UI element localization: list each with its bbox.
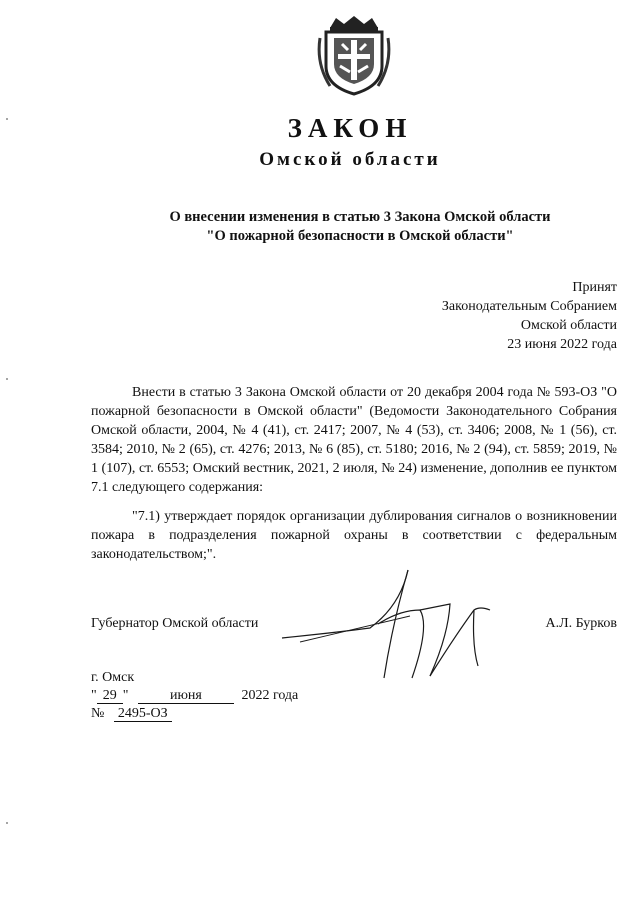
accepted-line3: Омской области	[520, 318, 617, 333]
scan-speck	[6, 822, 8, 824]
handwritten-signature	[280, 566, 520, 686]
date-day: 29	[97, 688, 123, 704]
law-number	[91, 704, 172, 723]
accepted-line1: Принят	[572, 280, 617, 295]
date-year: 2022 года	[241, 688, 299, 703]
accepted-line4: 23 июня 2022 года	[507, 337, 617, 352]
body-paragraph-2	[91, 507, 617, 564]
signing-place: г. Омск	[91, 670, 135, 685]
law-number-prefix: №	[91, 706, 105, 721]
signatory-title: Губернатор Омской области	[91, 616, 259, 631]
signing-date	[91, 686, 298, 705]
accepted-line2: Законодательным Собранием	[441, 299, 617, 314]
date-open-quote: "	[91, 688, 97, 703]
signatory-name: А.Л. Бурков	[545, 616, 617, 631]
paragraph-1-text: Внести в статью 3 Закона Омской области от 20 декабря 2004 года № 593-ОЗ "О пожарной безопасности в Омской области" (Ведомости Законодательного Собрания Омской области, 2004, № 4 (41), ст. 2417; 2007, № 4 (53), ст. 3406; 2008, № 1 (56), ст. 3584; 2010, № 2 (65), ст. 4276; 2013, № 6 (85), ст. 5180; 2016, № 2 (94), ст. 5859; 2019, № 1 (107), ст. 6553; Омский вестник, 2021, 2 июля, № 24) изменение, дополнив ее пунктом 7.1 следующего содержания:	[91, 385, 617, 495]
body-paragraph-1	[91, 383, 617, 497]
law-heading-line2: "О пожарной безопасности в Омской области"	[206, 228, 514, 244]
scan-speck	[6, 378, 8, 380]
document-subtitle: Омской области	[259, 149, 441, 170]
coat-of-arms-emblem	[316, 14, 392, 96]
paragraph-2-text: "7.1) утверждает порядок организации дублирования сигналов о возникновении пожара в подразделения пожарной охраны в соответствии с федеральным законодательством;".	[91, 509, 617, 562]
accepted-block	[442, 278, 617, 354]
scan-speck	[6, 118, 8, 120]
law-heading-line1: О внесении изменения в статью 3 Закона Омской области	[169, 209, 551, 225]
date-close-quote: "	[122, 688, 129, 703]
law-number-value: 2495-ОЗ	[114, 706, 172, 722]
date-month: июня	[138, 688, 234, 704]
document-title: ЗАКОН	[287, 113, 413, 143]
